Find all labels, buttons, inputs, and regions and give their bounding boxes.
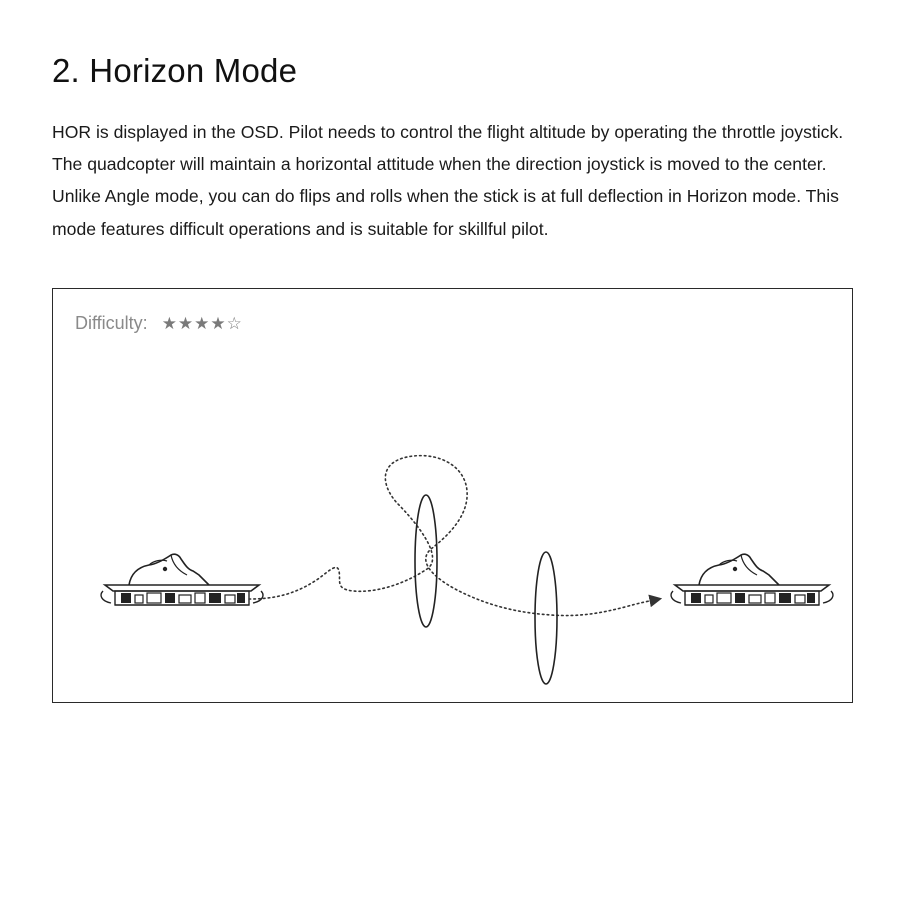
difficulty-label: Difficulty:	[75, 313, 148, 333]
page-title: 2. Horizon Mode	[52, 52, 298, 89]
flight-path-icon	[249, 456, 659, 616]
drone-end-icon	[671, 554, 833, 605]
difficulty-stars: ★★★★☆	[161, 314, 243, 334]
roll-ellipse-icon	[535, 552, 557, 684]
flight-diagram	[52, 288, 853, 703]
drone-start-icon	[101, 554, 263, 605]
flight-illustration	[53, 289, 852, 702]
mode-description: HOR is displayed in the OSD. Pilot needs to control the flight altitude by operating the throttle joystick. The quadcopter will maintain a horizontal attitude when the direction joystick is moved to the center. Unlike Angle mode, you can do flips and rolls when the stick is at full deflection in Horizon mode. This mode features difficult operations and is suitable for skillful pilot.	[52, 122, 844, 239]
